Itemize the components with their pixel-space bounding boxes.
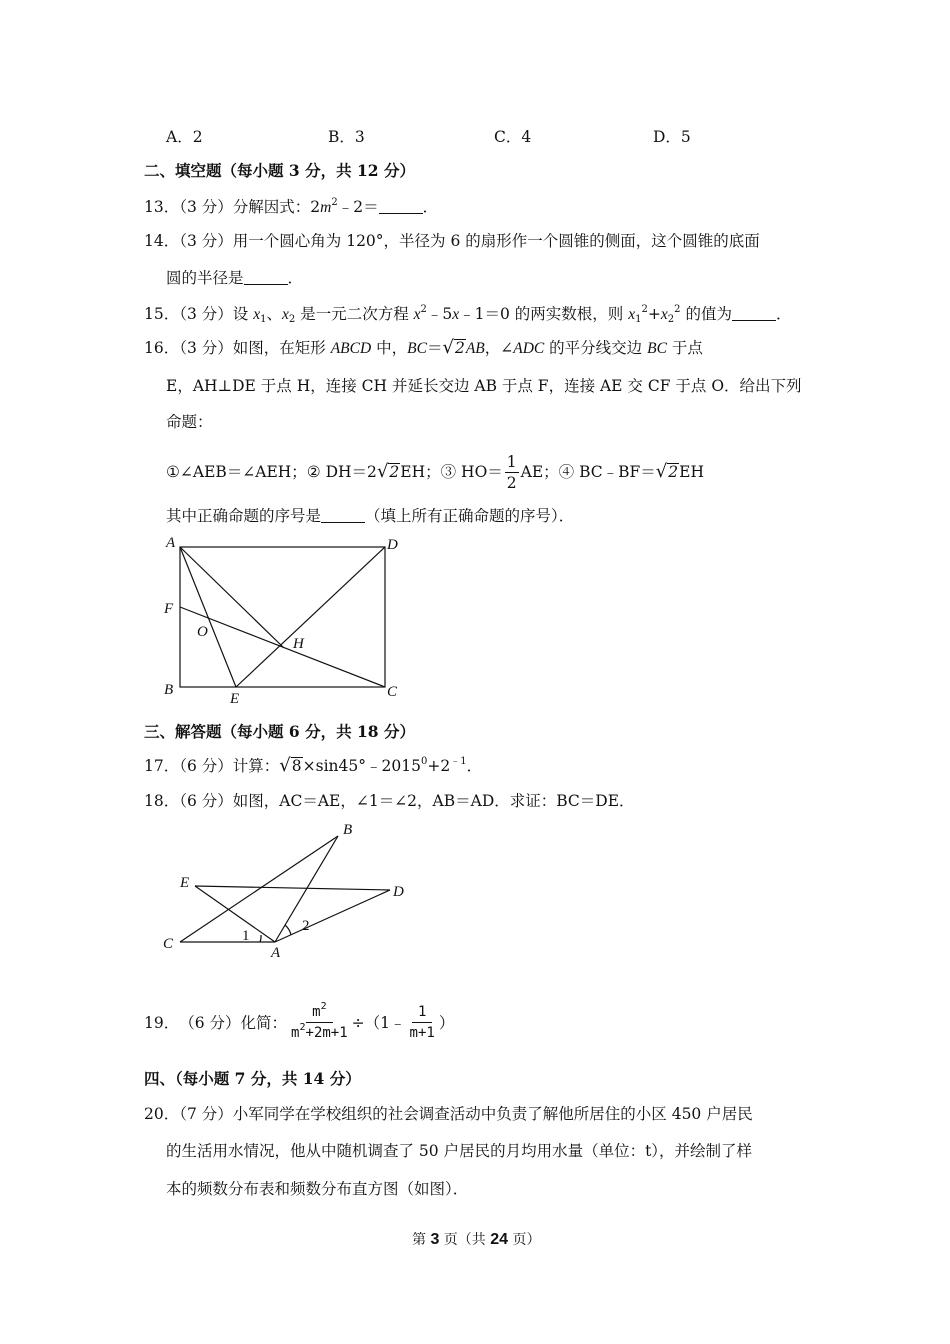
question-19: 19． （6 分） 化简： $\frac{m^2}{m^2+2m+1}$ ÷（1﹣ $\frac{1}{m+1}$ ） [144,1001,455,1041]
question-20: 20．（7 分）小军同学在学校组织的社会调查活动中负责了解他所居住的小区 450 户居民 [144,1105,753,1123]
question-20-line-3: 本的频数分布表和频数分布直方图（如图）． [166,1180,469,1198]
question-13: 13．（3 分）分解因式：$2m^2﹣2=$ ． [144,197,439,216]
section-heading-part-4: 四、（每小题 7 分，共 14 分） [144,1069,361,1088]
segment-de [236,547,385,687]
label-b: B [343,822,353,838]
label-c: C [163,936,174,952]
segment-fc [180,607,385,687]
label-e: E [230,691,240,707]
label-angle-1: 1 [242,928,250,944]
question-14-line-2: 圆的半径是 ． [166,269,304,287]
segment-ah [180,547,284,648]
sqrt-2: √ 2 [442,337,465,358]
triangle-figure [160,815,420,965]
question-16-answer-line: 其中正确命题的序号是 （填上所有正确命题的序号）． [166,507,575,525]
segment-ea [195,886,275,942]
question-16-line-3: 命题： [166,413,213,431]
label-o: O [197,624,208,640]
angle-1-arc [260,935,261,942]
fraction-m2-over-m2-2m-1: $\frac{m^2}{m^2+2m+1}$ [291,1001,348,1041]
option-d: D．5 [653,128,691,146]
question-17: 17．（6 分）计算： √ 8 $\times\sin 45^\circ﹣2015^0+2^{﹣1}$． [144,755,483,776]
question-16-propositions: ①∠AEB＝∠AEH；② DH＝2 √ 2 EH；③ HO＝ $\frac{1}{2}$ AE；④ BC﹣BF＝ √ 2 EH [166,452,704,492]
fraction-one-half: $\frac{1}{2}$ [506,452,517,492]
rectangle-figure [160,530,410,710]
question-14: 14．（3 分）用一个圆心角为 120°，半径为 6 的扇形作一个圆锥的侧面，这个圆锥的底面 [144,232,760,250]
angle-2-arc [285,925,291,935]
sqrt-2: √ 2 [655,461,679,482]
segment-ae [180,547,236,687]
label-d: D [387,537,398,553]
section-heading-fill-blank: 二、填空题（每小题 3 分，共 12 分） [144,161,415,180]
segment-ad [275,890,390,942]
question-20-line-2: 的生活用水情况，他从中随机调查了 50 户居民的月均用水量（单位：t），并绘制了样 [166,1142,753,1160]
option-b: B．3 [328,128,365,146]
segment-ed [195,886,390,890]
label-angle-2: 2 [302,918,310,934]
answer-blank [732,306,776,321]
sqrt-8: √ 8 [279,755,302,776]
rectangle-abcd [180,547,385,687]
section-heading-solutions: 三、解答题（每小题 6 分，共 18 分） [144,722,415,741]
answer-blank [379,199,423,214]
fraction-1-over-m-plus-1: $\frac{1}{m+1}$ [409,1004,435,1041]
sqrt-2: √ 2 [376,461,400,482]
label-c: C [387,684,398,700]
option-a: A．2 [166,128,203,146]
label-h: H [293,636,304,652]
option-c: C．4 [494,128,532,146]
label-e: E [180,875,190,891]
label-a: A [166,535,176,551]
answer-blank [244,270,288,285]
question-16: 16．（3 分）如图，在矩形 ABCD 中，BC＝ √ 2 AB，∠ADC 的平分线交边 BC 于点 [144,337,703,358]
label-a: A [271,945,281,961]
question-16-line-2: E，AH⊥DE 于点 H，连接 CH 并延长交边 AB 于点 F，连接 AE 交 CF 于点 O．给出下列 [166,377,802,395]
page-footer: 第 3 页（共 24 页） [412,1231,541,1248]
question-18: 18．（6 分）如图，AC＝AE，∠1＝∠2，AB＝AD．求证：BC＝DE． [144,792,635,810]
answer-blank [321,508,365,523]
question-15: 15．（3 分）设 $x_1$、$x_2$ 是一元二次方程 $x^2﹣5x﹣1=0$ 的两实数根，则 $x_1^2+x_2^2$ 的值为 ． [144,304,792,325]
label-b: B [164,682,174,698]
label-d: D [393,884,404,900]
label-f: F [164,601,174,617]
